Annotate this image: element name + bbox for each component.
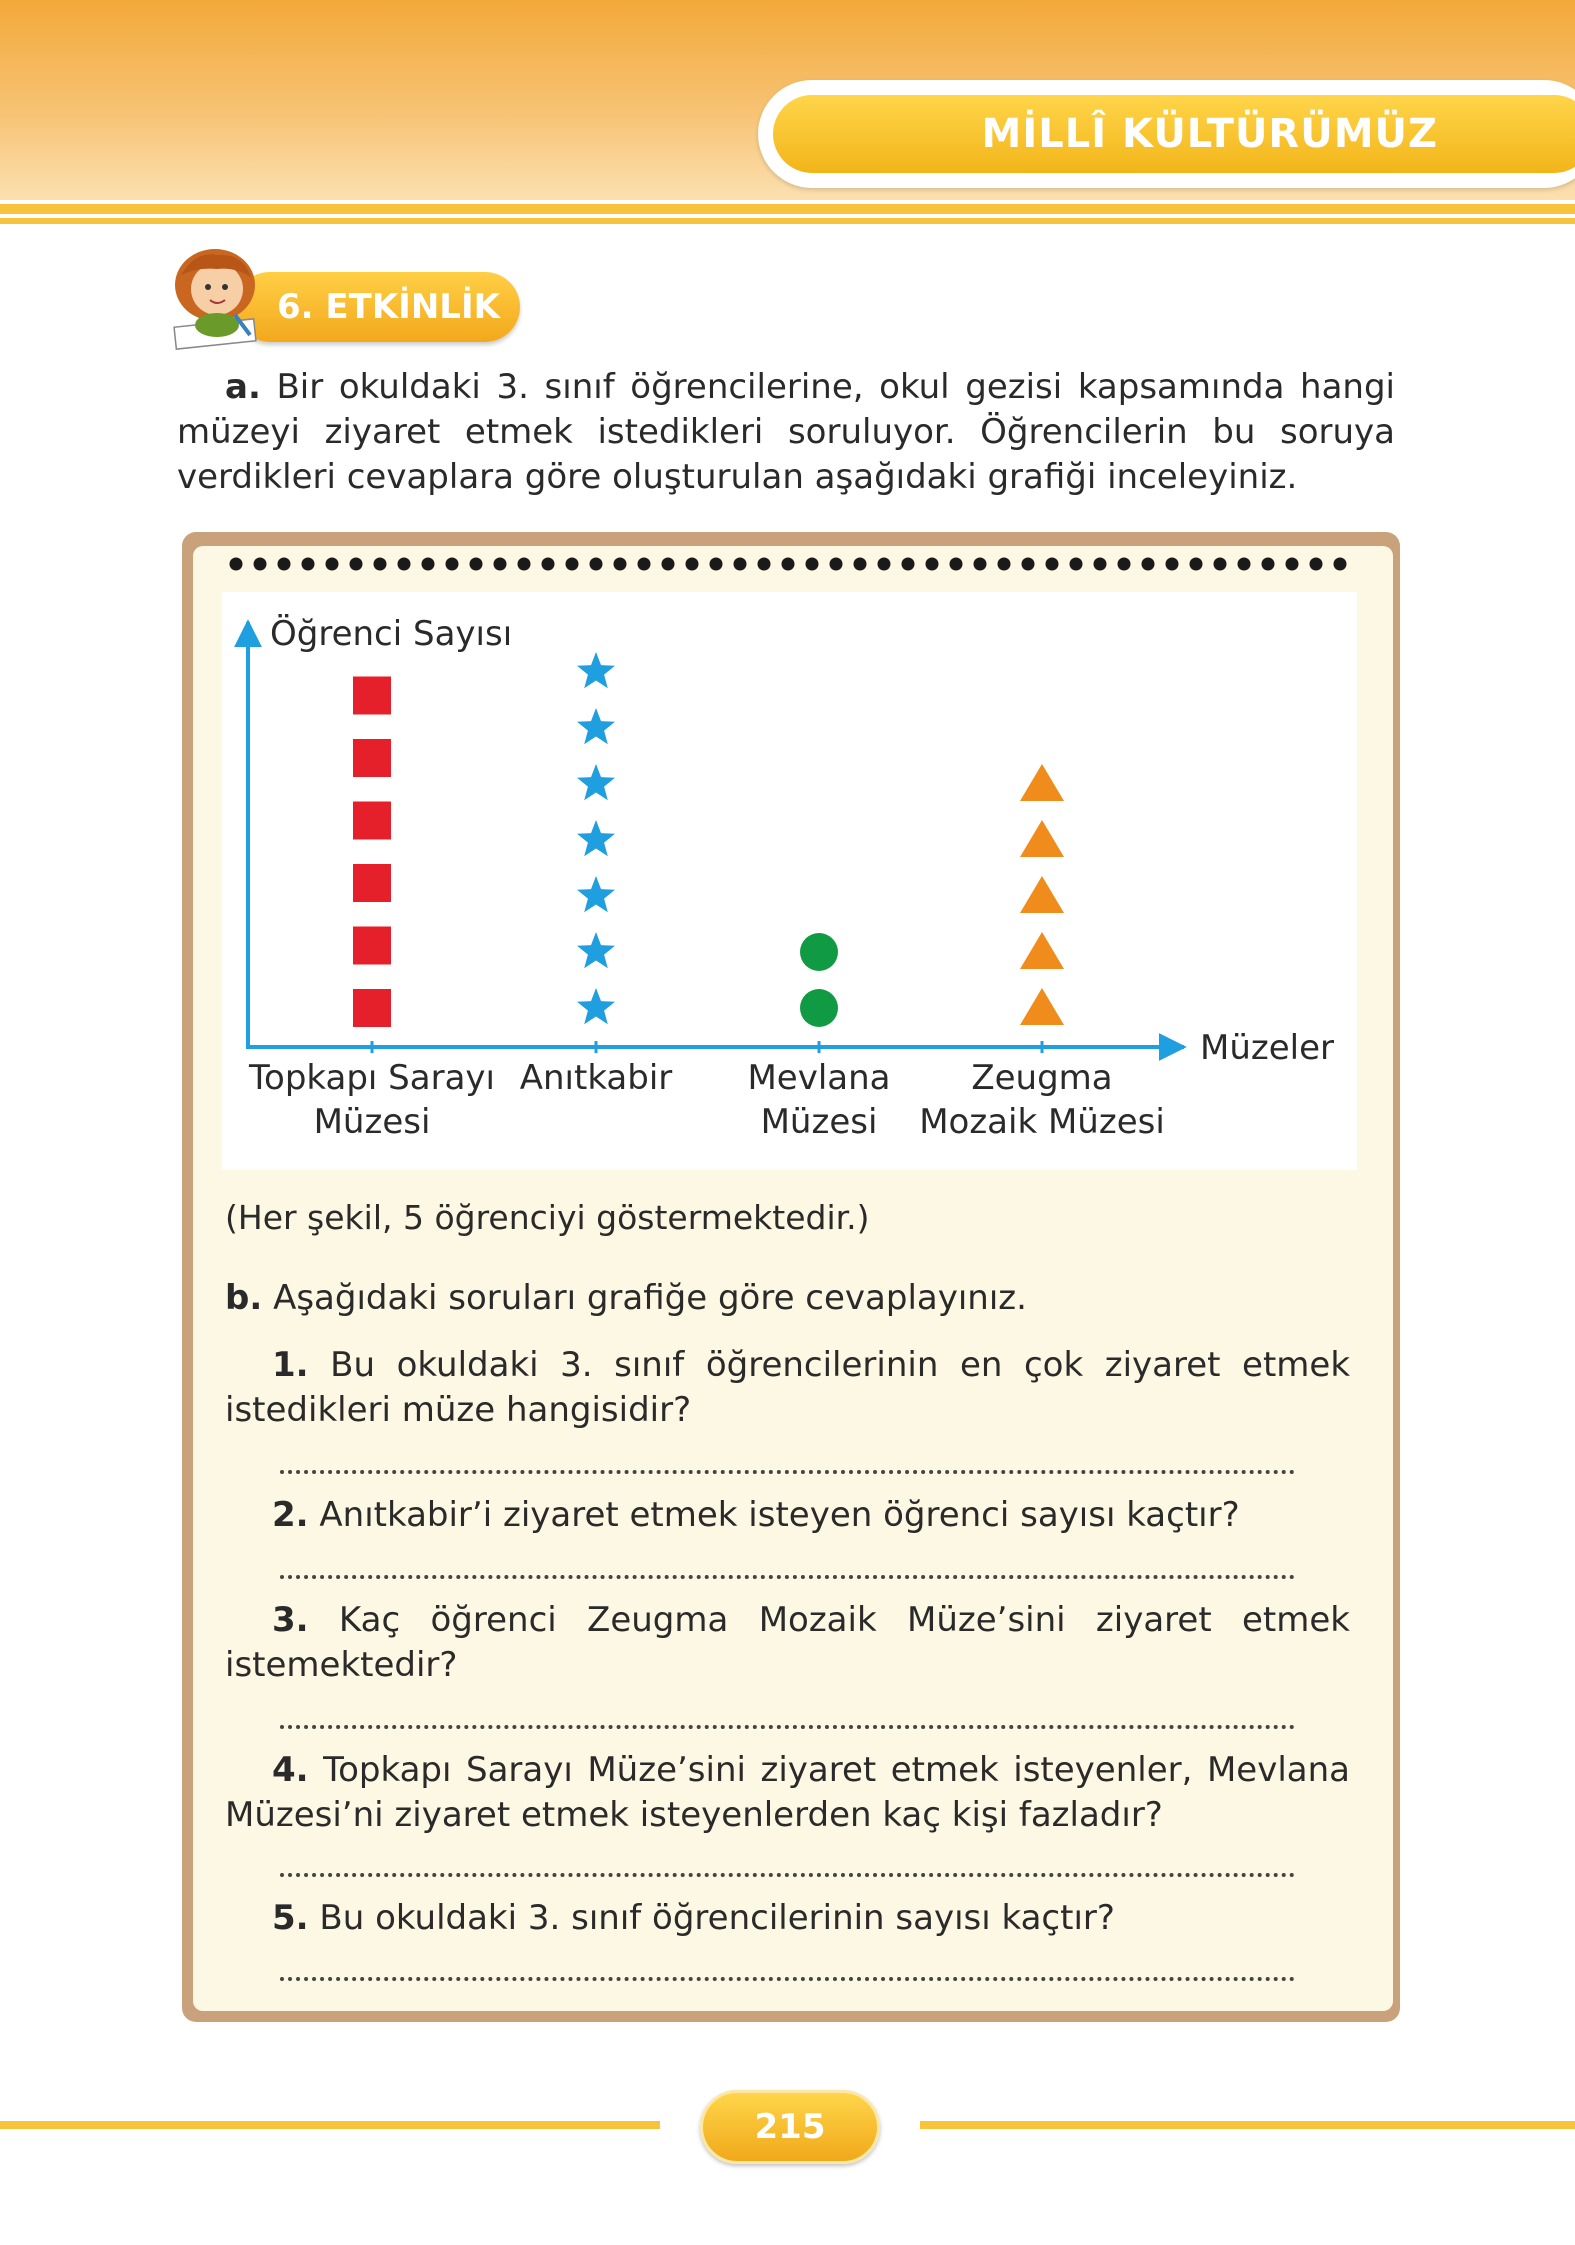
binding-dot <box>254 558 267 571</box>
binding-dot <box>470 558 483 571</box>
binding-dot <box>998 558 1011 571</box>
binding-dot <box>806 558 819 571</box>
binding-dot <box>854 558 867 571</box>
intro-paragraph <box>177 365 1395 500</box>
binding-dot <box>350 558 363 571</box>
pictograph-circle <box>800 933 838 971</box>
activity-label: 6. ETKİNLİK <box>277 287 500 327</box>
pictograph-star <box>577 764 615 800</box>
girl-writing-icon <box>155 245 275 350</box>
question-text: Bu okuldaki 3. sınıf öğrencilerinin en çok ziyaret etmek istedikleri müze hangisidir? <box>225 1345 1351 1430</box>
binding-dot <box>758 558 771 571</box>
binding-dot <box>614 558 627 571</box>
binding-dot <box>1070 558 1083 571</box>
page-number <box>700 2090 880 2164</box>
binding-dot <box>326 558 339 571</box>
binding-dot <box>1166 558 1179 571</box>
question-number: 2. <box>272 1495 309 1535</box>
pictograph-square <box>353 802 391 840</box>
binding-dot <box>1310 558 1323 571</box>
x-axis-label: Müzeler <box>1200 1028 1334 1068</box>
pictograph-square <box>353 739 391 777</box>
question-number: 1. <box>272 1345 309 1385</box>
binding-dot <box>662 558 675 571</box>
binding-dot <box>1214 558 1227 571</box>
symbol-key-note: (Her şekil, 5 öğrenciyi göstermektedir.) <box>225 1198 870 1237</box>
pictograph-square <box>353 677 391 715</box>
question-number: 5. <box>272 1898 309 1938</box>
question-text: Bu okuldaki 3. sınıf öğrencilerinin sayısı kaçtır? <box>319 1898 1115 1938</box>
pictograph-star <box>577 988 615 1024</box>
pictograph-star <box>577 820 615 856</box>
page-number-text: 215 <box>754 2107 826 2147</box>
pictograph-star <box>577 876 615 912</box>
binding-dot <box>374 558 387 571</box>
intro-text: Bir okuldaki 3. sınıf öğrencilerine, okul gezisi kapsamında hangi müzeyi ziyaret etmek istedikleri soruluyor. Öğrencilerin bu soruya verdikleri cevaplara göre oluşturulan aşağıdaki grafiği inceleyiniz. <box>177 367 1395 497</box>
category-label: Topkapı Sarayı <box>249 1058 495 1098</box>
pictograph-triangle <box>1020 820 1064 857</box>
y-axis-label: Öğrenci Sayısı <box>270 614 513 654</box>
binding-dot <box>1118 558 1131 571</box>
binding-dot <box>1022 558 1035 571</box>
category-label: Mevlana <box>747 1058 891 1098</box>
intro-letter: a. <box>225 367 261 407</box>
activity-badge <box>235 272 520 342</box>
binding-dot <box>1190 558 1203 571</box>
binding-dot <box>590 558 603 571</box>
category-label: Müzesi <box>313 1102 431 1142</box>
binding-dot <box>494 558 507 571</box>
binding-dot <box>734 558 747 571</box>
pictograph-square <box>353 927 391 965</box>
answer-line-2[interactable] <box>280 1575 1295 1579</box>
answer-line-5[interactable] <box>280 1977 1295 1981</box>
answer-line-4[interactable] <box>280 1873 1295 1877</box>
question-number: 4. <box>272 1750 309 1790</box>
part-b-instruction <box>225 1278 1027 1318</box>
pictograph-star <box>577 708 615 744</box>
binding-dot <box>830 558 843 571</box>
unit-title-text: MİLLÎ KÜLTÜRÜMÜZ <box>981 111 1438 157</box>
question-number: 3. <box>272 1600 309 1640</box>
question-4 <box>225 1748 1350 1838</box>
binding-dot <box>950 558 963 571</box>
answer-line-1[interactable] <box>280 1470 1295 1474</box>
category-label: Anıtkabir <box>519 1058 673 1098</box>
binding-dot <box>902 558 915 571</box>
category-label: Zeugma <box>971 1058 1113 1098</box>
binding-dot <box>686 558 699 571</box>
header-divider <box>0 204 1575 214</box>
binding-dot <box>566 558 579 571</box>
binding-dot <box>1142 558 1155 571</box>
pictograph-triangle <box>1020 932 1064 969</box>
part-b-text: Aşağıdaki soruları grafiğe göre cevaplayınız. <box>273 1278 1027 1318</box>
binding-dot <box>1334 558 1347 571</box>
pictograph-circle <box>800 989 838 1027</box>
binding-dot <box>518 558 531 571</box>
pictograph-star <box>577 932 615 968</box>
unit-title <box>773 95 1575 173</box>
binding-dot <box>710 558 723 571</box>
binding-dot <box>926 558 939 571</box>
pictograph-triangle <box>1020 764 1064 801</box>
binding-dot <box>878 558 891 571</box>
binding-dot <box>1238 558 1251 571</box>
pictograph-square <box>353 864 391 902</box>
binding-dot <box>302 558 315 571</box>
pictograph-chart <box>222 592 1357 1170</box>
header-divider-thin <box>0 218 1575 224</box>
binding-dot <box>1094 558 1107 571</box>
question-text: Topkapı Sarayı Müze’sini ziyaret etmek isteyenler, Mevlana Müzesi’ni ziyaret etmek isteyenlerden kaç kişi fazladır? <box>225 1750 1350 1835</box>
question-2 <box>225 1493 1350 1538</box>
binding-dot <box>782 558 795 571</box>
binding-dot <box>1286 558 1299 571</box>
binding-dot <box>638 558 651 571</box>
question-5 <box>225 1896 1350 1941</box>
category-label: Müzesi <box>760 1102 878 1142</box>
question-1 <box>225 1343 1350 1433</box>
question-text: Anıtkabir’i ziyaret etmek isteyen öğrenci sayısı kaçtır? <box>319 1495 1240 1535</box>
binding-dot <box>446 558 459 571</box>
question-3 <box>225 1598 1350 1688</box>
part-b-letter: b. <box>225 1278 263 1318</box>
graph-panel <box>222 592 1357 1170</box>
pictograph-square <box>353 989 391 1027</box>
category-label: Mozaik Müzesi <box>919 1102 1165 1142</box>
question-text: Kaç öğrenci Zeugma Mozaik Müze’sini ziyaret etmek istemektedir? <box>225 1600 1350 1685</box>
binding-dot <box>974 558 987 571</box>
binding-dot <box>542 558 555 571</box>
binding-dot <box>278 558 291 571</box>
binding-dot <box>1262 558 1275 571</box>
pictograph-triangle <box>1020 876 1064 913</box>
binding-dot <box>422 558 435 571</box>
pictograph-star <box>577 652 615 688</box>
footer-line-left <box>0 2121 660 2129</box>
spiral-binding <box>228 556 1358 572</box>
binding-dot <box>1046 558 1059 571</box>
pictograph-triangle <box>1020 988 1064 1025</box>
answer-line-3[interactable] <box>280 1725 1295 1729</box>
binding-dot <box>230 558 243 571</box>
binding-dot <box>398 558 411 571</box>
footer-line-right <box>920 2121 1575 2129</box>
